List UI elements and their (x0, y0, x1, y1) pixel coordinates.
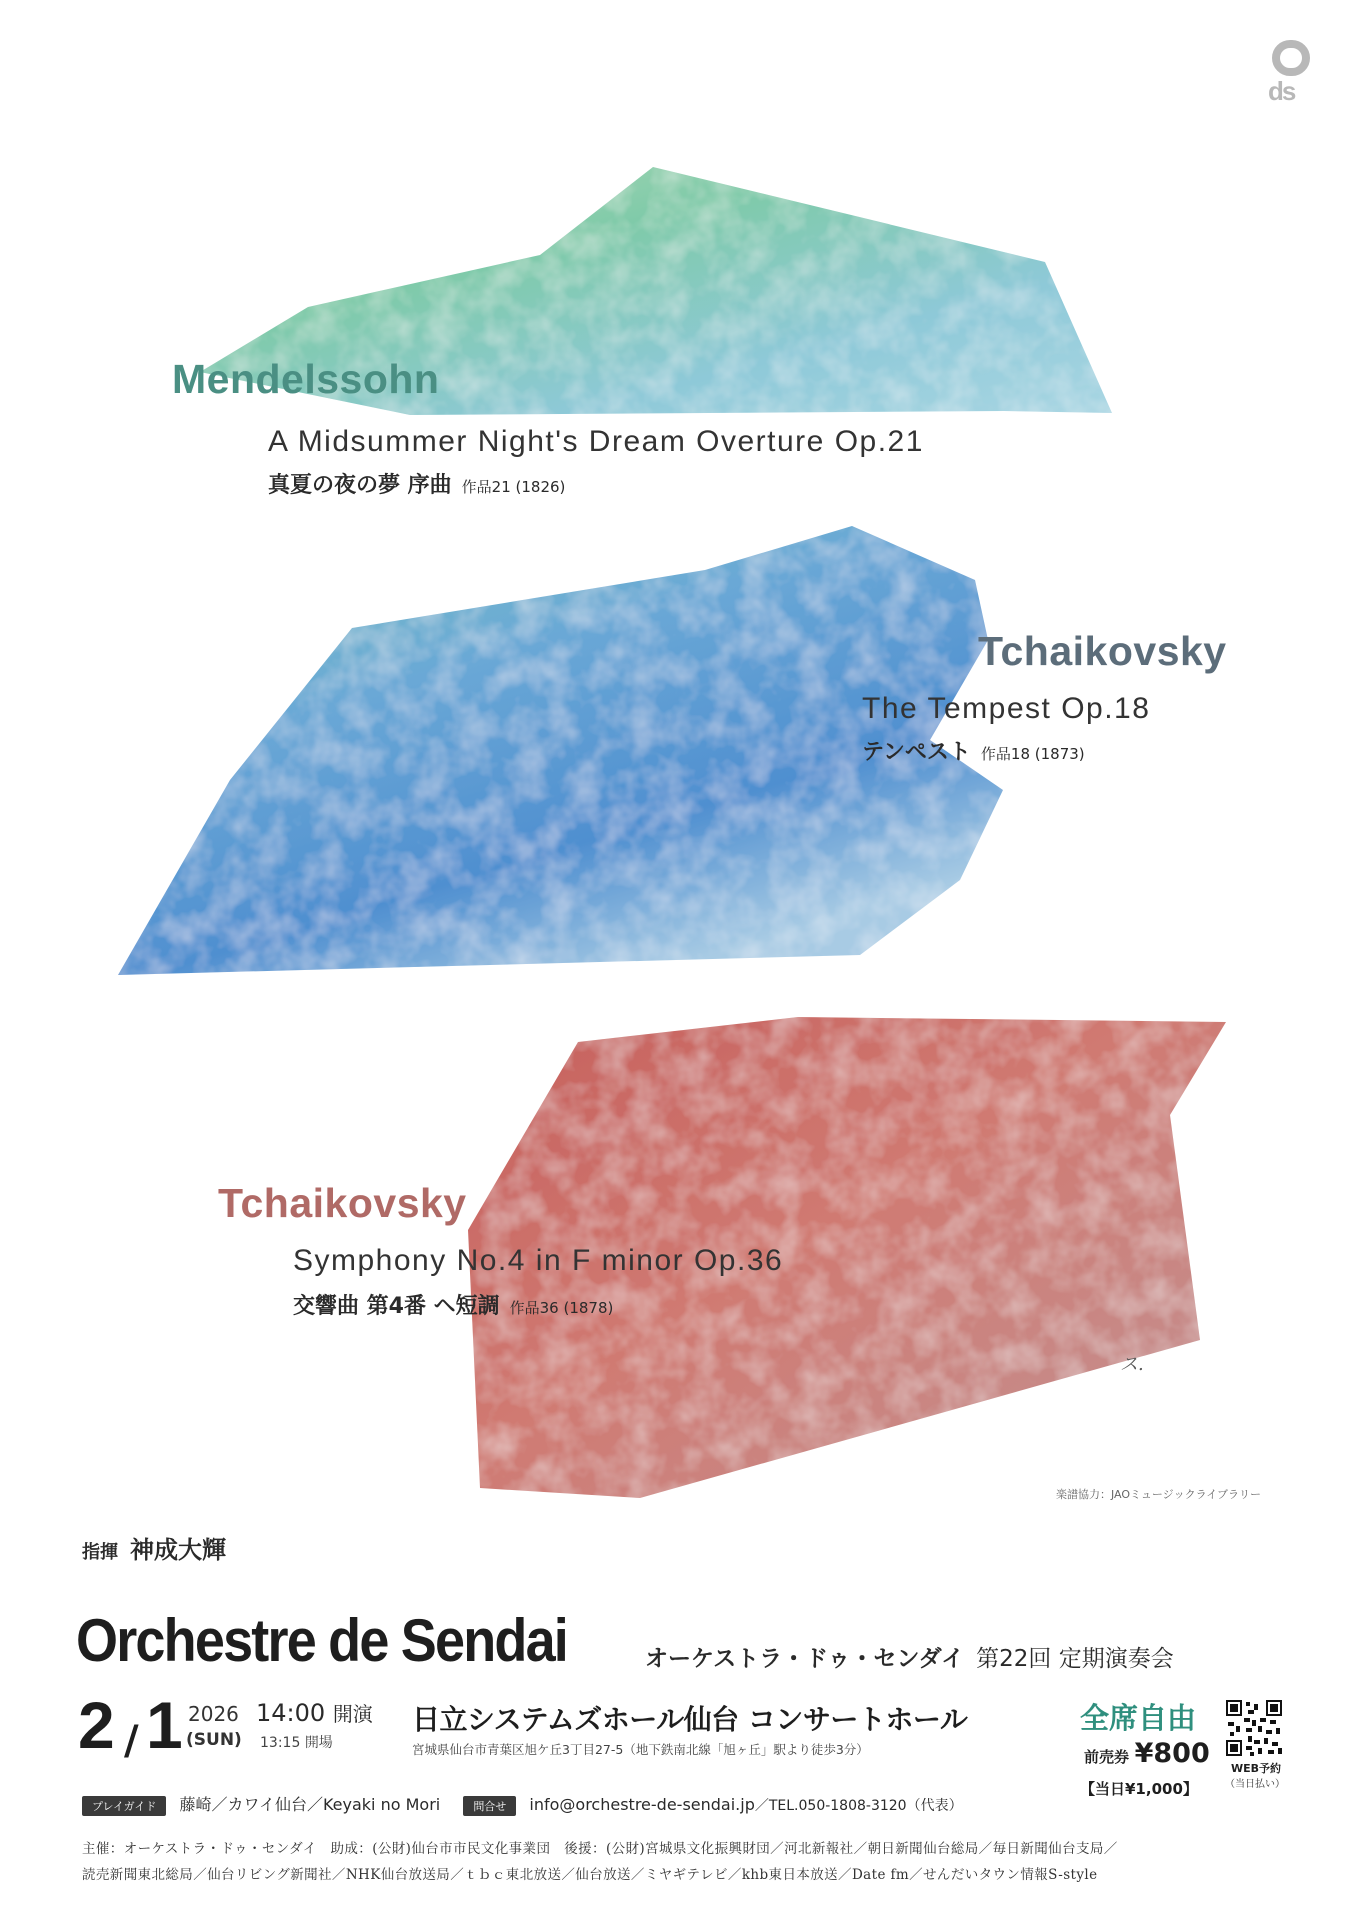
title-jp: 交響曲 第4番 ヘ短調 (293, 1294, 500, 1319)
work-title-en-midsummer: A Midsummer Night's Dream Overture Op.21 (268, 425, 924, 458)
date-year: 2026 (188, 1702, 239, 1726)
web-reservation-note: （当日払い） (1225, 1779, 1285, 1790)
contact-tel: ／TEL.050-1808-3120（代表） (754, 1798, 963, 1814)
contact-email[interactable]: info@orchestre-de-sendai.jp (529, 1795, 755, 1814)
door-price: 【当日¥1,000】 (1080, 1780, 1198, 1798)
composer-mendelssohn: Mendelssohn (172, 356, 440, 402)
orchestra-subtitle (645, 1640, 1174, 1673)
qr-code[interactable] (1226, 1700, 1282, 1756)
web-reservation-label: WEB予約 (1230, 1762, 1282, 1775)
work-title-en-tempest: The Tempest Op.18 (862, 692, 1151, 725)
work-meta: 作品36 (1878) (509, 1299, 614, 1317)
start-label: 開演 (332, 1702, 373, 1726)
work-title-jp-symphony4 (293, 1289, 613, 1320)
orchestra-name-jp: オーケストラ・ドゥ・センダイ (645, 1646, 965, 1672)
contact-label: 問合せ (463, 1796, 516, 1816)
score-credit: 楽譜協力：JAOミュージックライブラリー (1056, 1488, 1261, 1501)
ods-logo: ds (1268, 40, 1316, 116)
date-slash: / (124, 1718, 139, 1764)
title-jp: テンペスト (862, 740, 971, 765)
playguide-text: 藤崎／カワイ仙台／Keyaki no Mori (179, 1795, 441, 1814)
advance-ticket (1084, 1738, 1210, 1769)
conductor-name: 神成大輝 (130, 1536, 226, 1564)
advance-price: ¥800 (1134, 1738, 1210, 1769)
composer-tchaikovsky-2: Tchaikovsky (218, 1180, 467, 1226)
doors-time (260, 1732, 333, 1752)
start-time (256, 1698, 373, 1727)
doors-time-value: 13:15 (260, 1735, 301, 1751)
date-month: 2 (78, 1688, 115, 1762)
doors-label: 開場 (304, 1735, 333, 1751)
work-title-jp-midsummer (268, 468, 565, 499)
composer-tchaikovsky-1: Tchaikovsky (978, 628, 1227, 674)
work-meta: 作品18 (1873) (980, 745, 1085, 763)
venue-address: 宮城県仙台市青葉区旭ケ丘3丁目27-5（地下鉄南北線「旭ヶ丘」駅より徒歩3分） (412, 1742, 869, 1757)
concert-title: 第22回 定期演奏会 (976, 1646, 1174, 1672)
work-title-jp-tempest (862, 735, 1085, 766)
title-jp: 真夏の夜の夢 序曲 (268, 473, 452, 498)
work-meta: 作品21 (1826) (461, 478, 566, 496)
start-time-value: 14:00 (256, 1699, 326, 1727)
sponsor-line-1: 主催：オーケストラ・ドゥ・センダイ 助成：(公財)仙台市市民文化事業団 後援：(公財)宮城県文化振興財団／河北新報社／朝日新聞仙台総局／毎日新聞仙台支局／ (82, 1841, 1118, 1857)
advance-label: 前売券 (1084, 1748, 1130, 1766)
artist-signature: ス. (1120, 1354, 1144, 1375)
work-title-en-symphony4: Symphony No.4 in F minor Op.36 (293, 1244, 784, 1277)
info-line (82, 1792, 963, 1816)
conductor (82, 1530, 226, 1565)
venue-name: 日立システムズホール仙台 コンサートホール (412, 1703, 968, 1736)
date-weekday: (SUN) (186, 1730, 242, 1750)
orchestra-name: Orchestre de Sendai (76, 1607, 568, 1674)
seating-label: 全席自由 (1080, 1701, 1197, 1735)
sponsor-line-2: 読売新聞東北総局／仙台リビング新聞社／NHK仙台放送局／ｔｂｃ東北放送／仙台放送／ミヤギテレビ／khb東日本放送／Date fm／せんだいタウン情報S-style (82, 1867, 1098, 1883)
playguide-label: プレイガイド (82, 1796, 166, 1816)
sponsors (82, 1836, 1118, 1888)
conductor-label: 指揮 (82, 1542, 118, 1563)
date-day: 1 (146, 1688, 183, 1762)
